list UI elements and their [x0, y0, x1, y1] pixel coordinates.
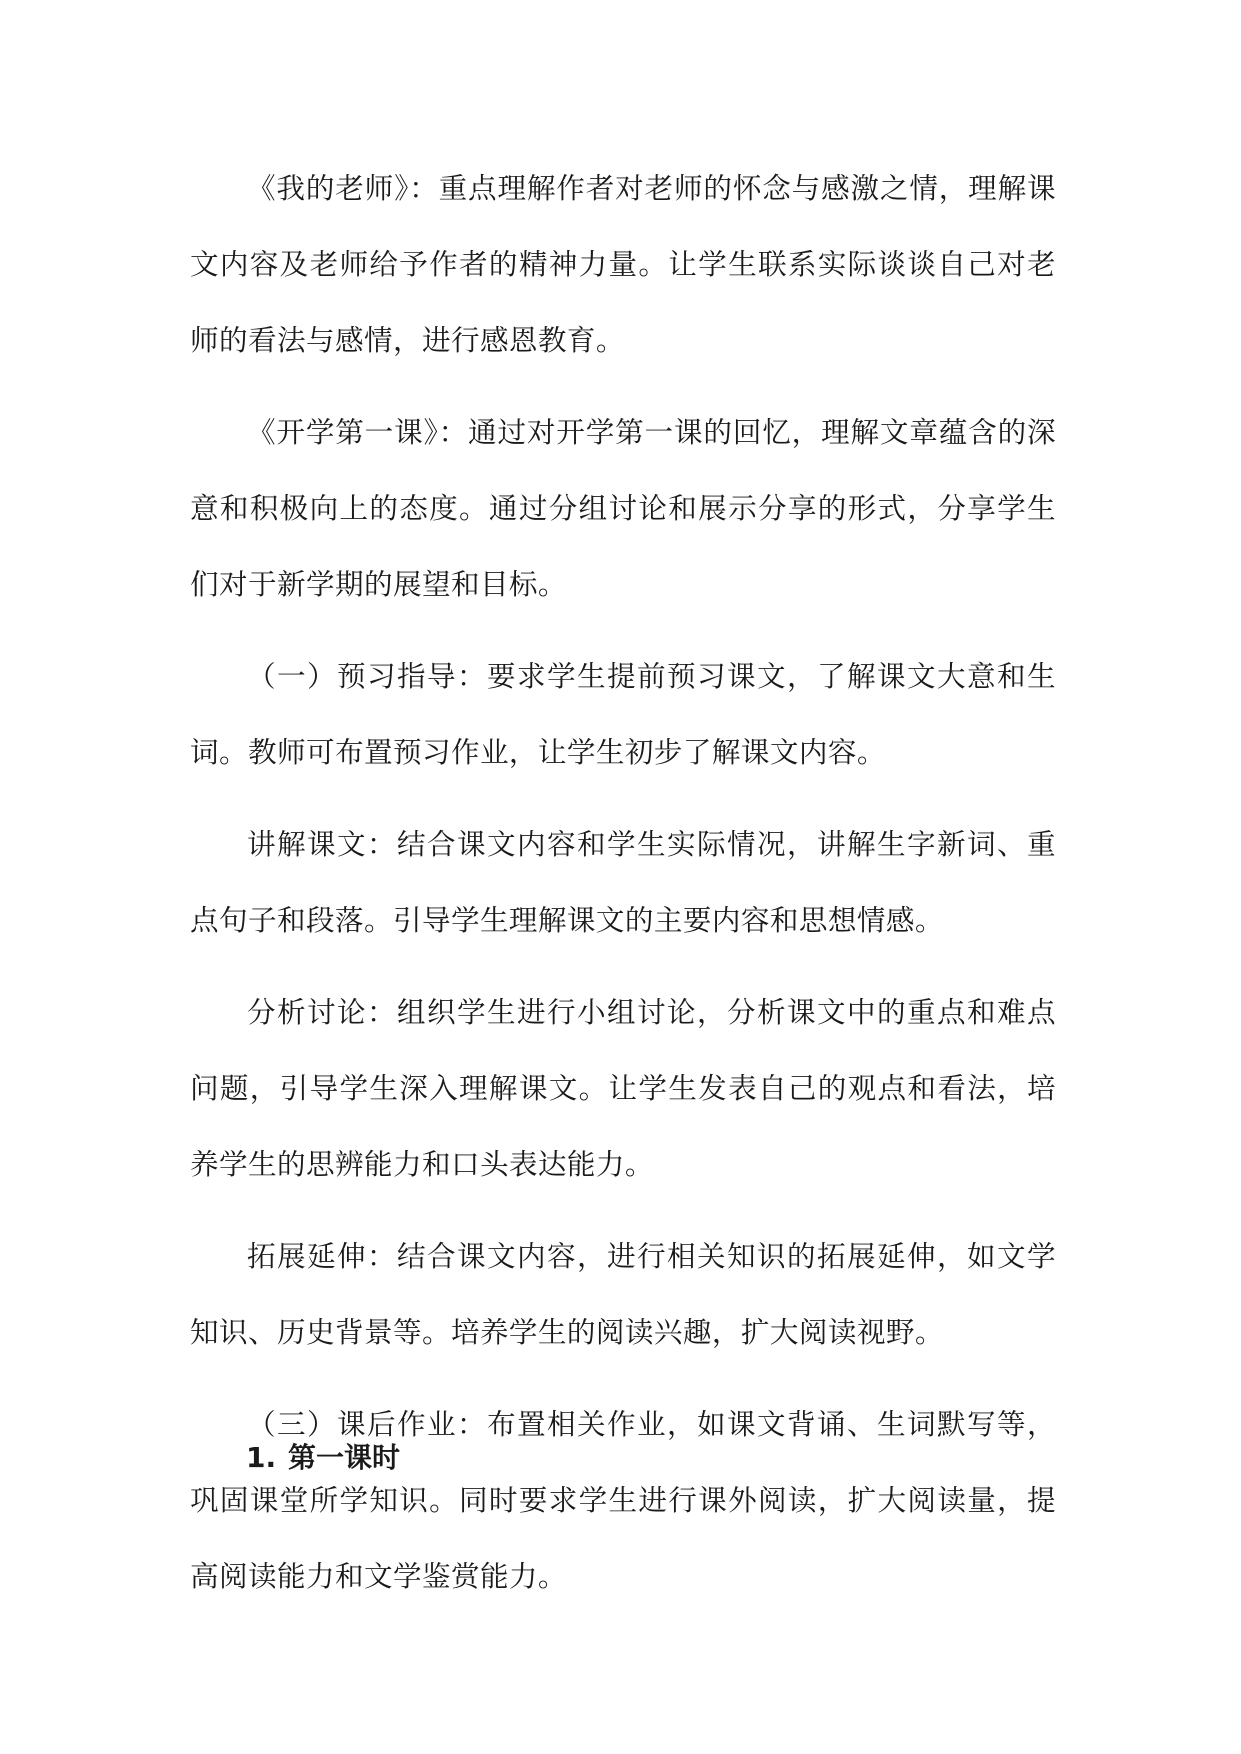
- paragraph-analysis-discussion: 分析讨论：组织学生进行小组讨论，分析课文中的重点和难点问题，引导学生深入理解课文。让学生发表自己的观点和看法，培养学生的思辨能力和口头表达能力。: [190, 995, 1056, 1181]
- paragraph-homework: （三）课后作业：布置相关作业，如课文背诵、生词默写等，巩固课堂所学知识。同时要求学生进行课外阅读，扩大阅读量，提高阅读能力和文学鉴赏能力。: [190, 1407, 1056, 1593]
- document-body: [190, 150, 1056, 1630]
- section-heading: [246, 1438, 400, 1478]
- section-heading-text: 第一课时: [288, 1441, 401, 1474]
- paragraph-extension: 拓展延伸：结合课文内容，进行相关知识的拓展延伸，如文学知识、历史背景等。培养学生的阅读兴趣，扩大阅读视野。: [190, 1239, 1056, 1349]
- paragraph-preview-guidance: （一）预习指导：要求学生提前预习课文，了解课文大意和生词。教师可布置预习作业，让学生初步了解课文内容。: [190, 659, 1056, 769]
- paragraph-explain-text: 讲解课文：结合课文内容和学生实际情况，讲解生字新词、重点句子和段落。引导学生理解课文的主要内容和思想情感。: [190, 827, 1056, 937]
- section-heading-number: 1.: [246, 1441, 277, 1474]
- paragraph-my-teacher: 《我的老师》：重点理解作者对老师的怀念与感激之情，理解课文内容及老师给予作者的精神力量。让学生联系实际谈谈自己对老师的看法与感情，进行感恩教育。: [190, 171, 1056, 357]
- paragraph-first-lesson: 《开学第一课》：通过对开学第一课的回忆，理解文章蕴含的深意和积极向上的态度。通过分组讨论和展示分享的形式，分享学生们对于新学期的展望和目标。: [190, 415, 1056, 601]
